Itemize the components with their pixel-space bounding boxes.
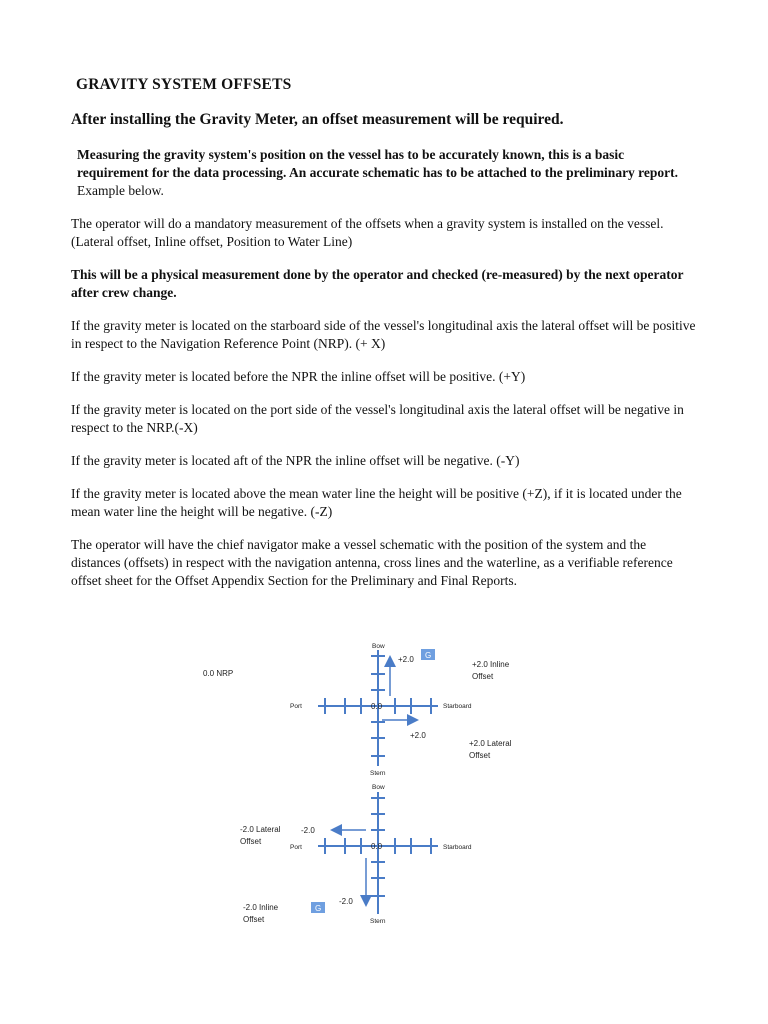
paragraph-starboard-lateral: If the gravity meter is located on the starboard side of the vessel's longitudinal axis the lateral offset will be positive in respect to the Navigation Reference Point (NRP). (+ X): [71, 318, 696, 351]
lateral-offset-line1: +2.0 Lateral: [469, 739, 512, 748]
offset-diagram-svg: [0, 632, 768, 932]
offset-diagram: [0, 632, 768, 932]
negative-offset-diagram: [240, 784, 472, 925]
paragraph-mandatory-measurement: The operator will do a mandatory measurement of the offsets when a gravity system is installed on the vessel. (Lateral offset, Inline offset, Position to Water Line): [71, 216, 664, 249]
paragraph-water-line-height: If the gravity meter is located above the mean water line the height will be positive (+Z), if it is located under the mean water line the height will be negative. (-Z): [71, 486, 682, 519]
starboard-label-2: Starboard: [443, 844, 472, 851]
positive-offset-diagram: [203, 643, 512, 777]
paragraph-inline-positive: If the gravity meter is located before the NPR the inline offset will be positive. (+Y): [71, 369, 526, 384]
bow-label-2: Bow: [372, 784, 385, 791]
paragraph-port-lateral: If the gravity meter is located on the port side of the vessel's longitudinal axis the lateral offset will be negative in respect to the NRP.(-X): [71, 402, 684, 435]
lateral-offset-line2: Offset: [469, 751, 491, 760]
stern-label: Stern: [370, 770, 386, 777]
stern-label-2: Stern: [370, 918, 386, 925]
starboard-label: Starboard: [443, 703, 472, 710]
lateral-offset-line1-2: -2.0 Lateral: [240, 825, 281, 834]
lateral-offset-line2-2: Offset: [240, 837, 262, 846]
port-label: Port: [290, 703, 302, 710]
origin-label: 0.0: [371, 702, 383, 711]
bow-label: Bow: [372, 643, 385, 650]
inline-offset-line2: Offset: [472, 672, 494, 681]
lateral-value-label: +2.0: [410, 731, 426, 740]
inline-offset-line1-2: -2.0 Inline: [243, 903, 279, 912]
lateral-value-label-2: -2.0: [301, 826, 315, 835]
inline-value-label: +2.0: [398, 655, 414, 664]
paragraph-inline-negative: If the gravity meter is located aft of the NPR the inline offset will be negative. (-Y): [71, 453, 520, 468]
port-label-2: Port: [290, 844, 302, 851]
paragraph-intro: [71, 146, 696, 200]
document-subtitle: After installing the Gravity Meter, an offset measurement will be required.: [71, 111, 564, 128]
document-page: [71, 76, 696, 605]
inline-offset-line1: +2.0 Inline: [472, 660, 510, 669]
document-title: GRAVITY SYSTEM OFFSETS: [76, 76, 292, 93]
inline-value-label-2: -2.0: [339, 897, 353, 906]
paragraph-intro-bold: Measuring the gravity system's position on the vessel has to be accurately known, this is a basic requirement for the data processing. An accurate schematic has to be attached to the preliminary report.: [77, 147, 679, 180]
gravity-meter-label: G: [425, 651, 432, 660]
paragraph-vessel-schematic: The operator will have the chief navigator make a vessel schematic with the position of the system and the distances (offsets) in respect with the navigation antenna, cross lines and the waterline, as a verifiable reference offset sheet for the Offset Appendix Section for the Preliminary and Final Reports.: [71, 537, 673, 588]
inline-offset-line2-2: Offset: [243, 915, 265, 924]
origin-label-2: 0.0: [371, 842, 383, 851]
paragraph-physical-measurement: This will be a physical measurement done by the operator and checked (re-measured) by the next operator after crew change.: [71, 267, 684, 300]
nrp-label: 0.0 NRP: [203, 669, 234, 678]
paragraph-intro-normal: Example below.: [77, 183, 164, 198]
gravity-meter-label-2: G: [315, 904, 322, 913]
